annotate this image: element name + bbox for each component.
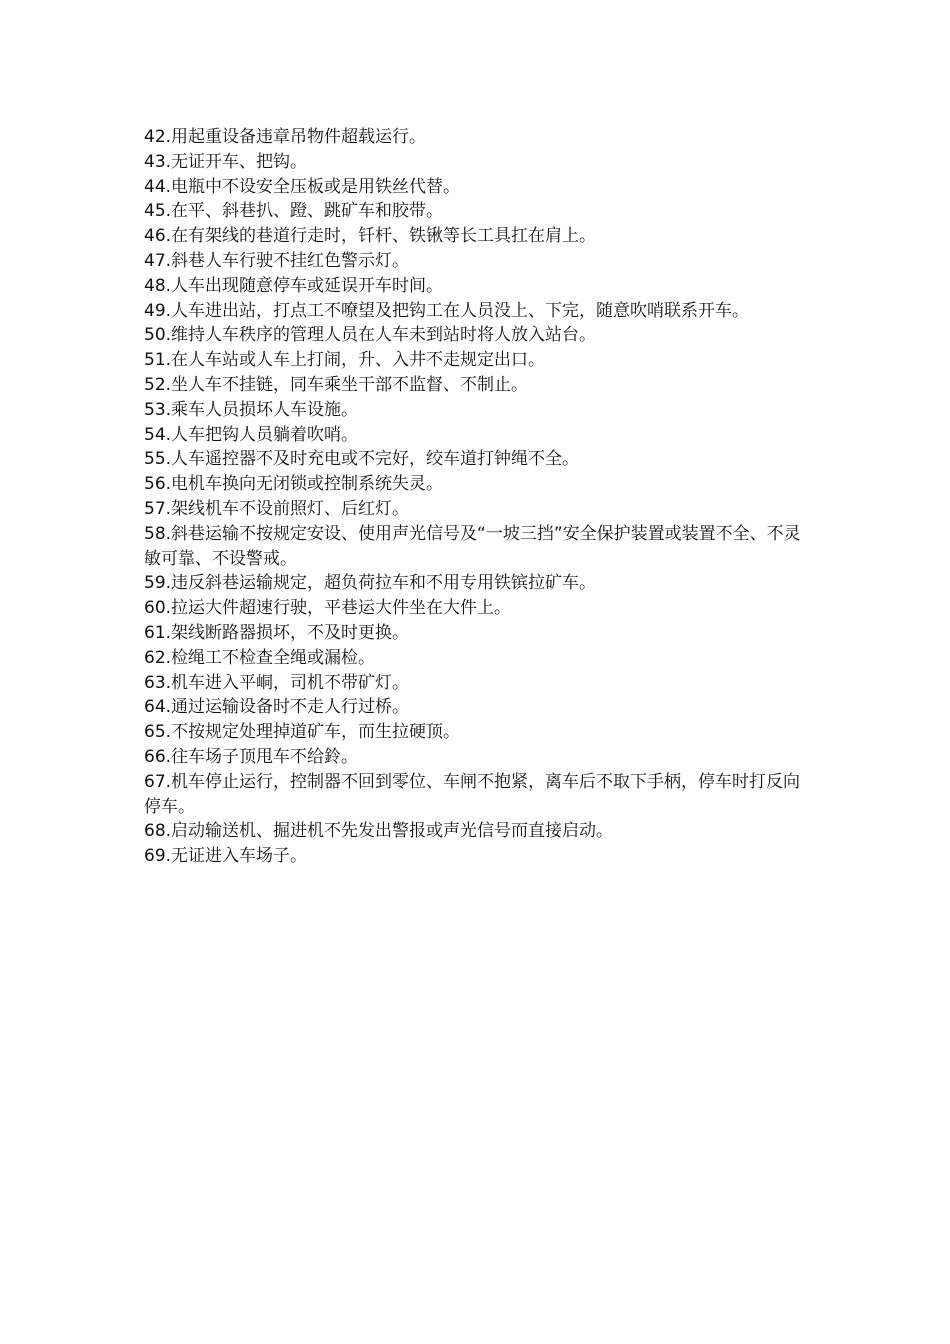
- list-item: 64.通过运输设备时不走人行过桥。: [144, 697, 410, 718]
- list-item: 58.斜巷运输不按规定安设、使用声光信号及“一坡三挡”安全保护装置或装置不全、不灵敏可靠、不设警戒。: [144, 523, 801, 569]
- list-item: 50.维持人车秩序的管理人员在人车未到站时将人放入站台。: [144, 325, 597, 346]
- rule-list: [144, 125, 812, 869]
- list-item: 46.在有架线的巷道行走时，钎杆、铁锹等长工具扛在肩上。: [144, 226, 597, 247]
- list-item: 67.机车停止运行，控制器不回到零位、车闸不抱紧，离车后不取下手柄，停车时打反向停车。: [144, 771, 801, 817]
- list-item: 49.人车进出站，打点工不嘹望及把钩工在人员没上、下完，随意吹哨联系开车。: [144, 300, 750, 321]
- list-item: 42.用起重设备违章吊物件超载运行。: [144, 127, 427, 147]
- list-item: 43.无证开车、把钩。: [144, 151, 308, 172]
- list-item: 60.拉运大件超速行驶，平巷运大件坐在大件上。: [144, 598, 512, 619]
- list-item: 69.无证进入车场子。: [144, 846, 308, 867]
- list-item: 55.人车遥控器不及时充电或不完好，绞车道打钟绳不全。: [144, 449, 580, 470]
- list-item: 47.斜巷人车行驶不挂红色警示灯。: [144, 250, 410, 271]
- list-item: 53.乘车人员损坏人车设施。: [144, 399, 359, 420]
- list-item: 45.在平、斜巷扒、蹬、跳矿车和胶带。: [144, 201, 444, 222]
- list-item: 48.人车出现随意停车或延误开车时间。: [144, 275, 444, 296]
- list-item: 63.机车进入平峒，司机不带矿灯。: [144, 672, 410, 693]
- list-item: 56.电机车换向无闭锁或控制系统失灵。: [144, 474, 444, 495]
- list-item: 54.人车把钩人员躺着吹哨。: [144, 424, 359, 445]
- list-item: 52.坐人车不挂链，同车乘坐干部不监督、不制止。: [144, 374, 529, 395]
- list-item: 65.不按规定处理掉道矿车，而生拉硬顶。: [144, 722, 461, 743]
- list-item: 66.往车场子顶甩车不给鈴。: [144, 746, 359, 767]
- list-item: 62.检绳工不检查全绳或漏检。: [144, 647, 376, 668]
- list-item: 57.架线机车不设前照灯、后红灯。: [144, 498, 410, 519]
- list-item: 61.架线断路器损坏，不及时更换。: [144, 622, 410, 643]
- list-item: 59.违反斜巷运输规定，超负荷拉车和不用专用铁镔拉矿车。: [144, 573, 597, 594]
- list-item: 44.电瓶中不设安全压板或是用铁丝代替。: [144, 176, 461, 197]
- list-item: 68.启动输送机、掘进机不先发出警报或声光信号而直接启动。: [144, 821, 614, 842]
- list-item: 51.在人车站或人车上打闹，升、入井不走规定出口。: [144, 350, 546, 371]
